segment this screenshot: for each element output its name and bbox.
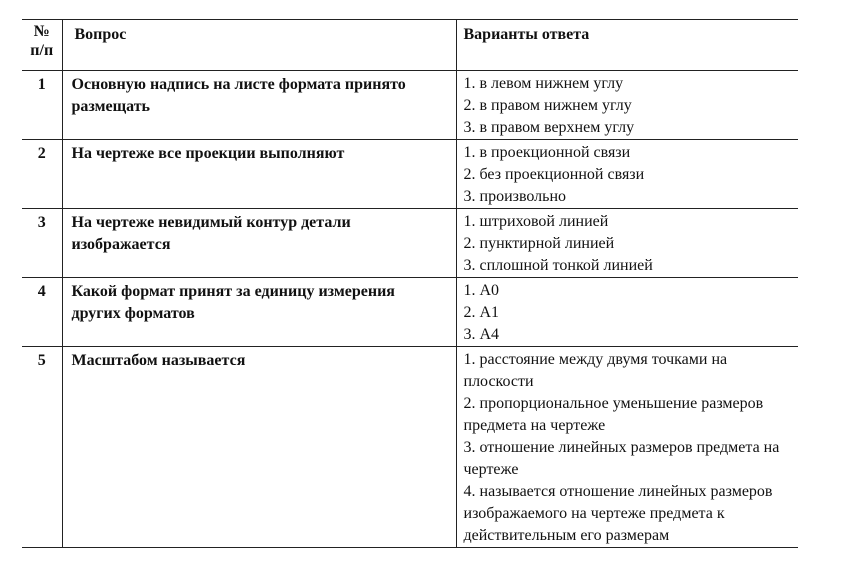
table-row (22, 209, 798, 278)
answer-option: 4. называется отношение линейных размеров изображаемого на чертеже предмета к действительным его размерам (463, 483, 773, 544)
answer-option: 3. А4 (463, 326, 500, 343)
header-question: Вопрос (62, 20, 456, 71)
answer-option: 1. в левом нижнем углу (463, 75, 624, 92)
question-text: Какой формат принят за единицу измерения других форматов (62, 278, 456, 347)
answer-cell (456, 278, 798, 347)
header-answers: Варианты ответа (456, 20, 798, 71)
answer-option: 2. пропорциональное уменьшение размеров предмета на чертеже (463, 395, 764, 434)
answer-option: 1. штриховой линией (463, 213, 609, 230)
answer-option: 3. в правом верхнем углу (463, 119, 635, 136)
quiz-table (22, 19, 798, 548)
row-number: 4 (22, 278, 62, 347)
answer-option: 3. сплошной тонкой линией (463, 257, 653, 274)
answer-option: 1. расстояние между двумя точками на плоскости (463, 351, 728, 390)
question-text: На чертеже невидимый контур детали изображается (62, 209, 456, 278)
question-text: На чертеже все проекции выполняют (62, 140, 456, 209)
answer-option: 1. в проекционной связи (463, 144, 631, 161)
table-row (22, 140, 798, 209)
answer-option: 3. произвольно (463, 188, 567, 205)
answer-option: 3. отношение линейных размеров предмета на чертеже (463, 439, 780, 478)
answer-list (464, 349, 799, 547)
answer-cell (456, 209, 798, 278)
answer-list (464, 280, 799, 346)
table-row (22, 71, 798, 140)
answer-cell (456, 140, 798, 209)
row-number: 5 (22, 347, 62, 548)
answer-option: 2. пунктирной линией (463, 235, 615, 252)
header-number (22, 20, 62, 71)
answer-list (464, 211, 799, 277)
row-number: 2 (22, 140, 62, 209)
table-row (22, 347, 798, 548)
table-row (22, 278, 798, 347)
answer-cell (456, 71, 798, 140)
answer-list (464, 142, 799, 208)
answer-option: 2. в правом нижнем углу (463, 97, 632, 114)
answer-cell (456, 347, 798, 548)
header-number-abbr: п/п (30, 42, 54, 59)
question-text: Масштабом называется (62, 347, 456, 548)
answer-option: 2. без проекционной связи (463, 166, 645, 183)
question-text: Основную надпись на листе формата принято размещать (62, 71, 456, 140)
table-header-row (22, 20, 798, 71)
row-number: 1 (22, 71, 62, 140)
answer-option: 1. А0 (463, 282, 500, 299)
row-number: 3 (22, 209, 62, 278)
answer-list (464, 73, 799, 139)
answer-option: 2. А1 (463, 304, 500, 321)
header-number-symbol: № (33, 23, 50, 40)
